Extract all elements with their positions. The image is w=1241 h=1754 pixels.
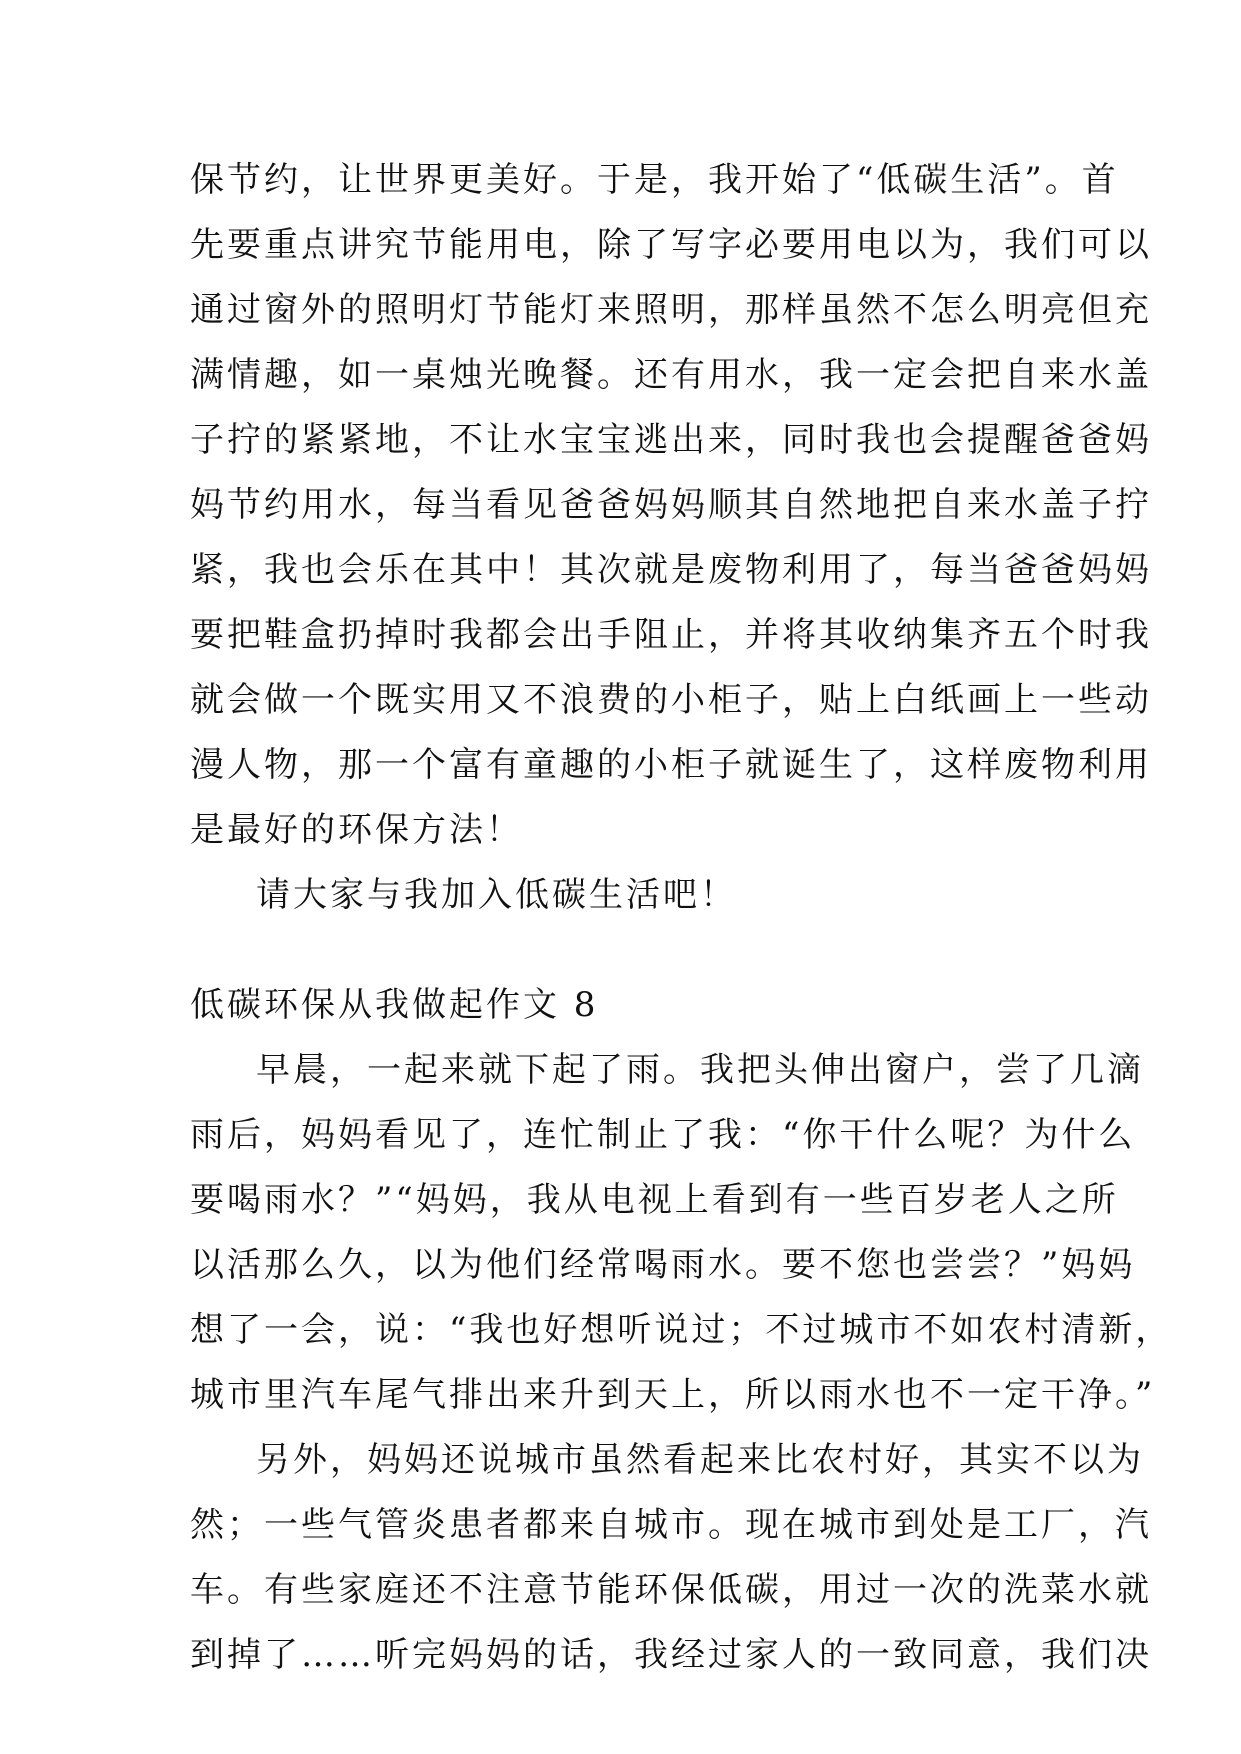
- body-text-line: 另外，妈妈还说城市虽然看起来比农村好，其实不以为: [256, 1440, 1144, 1480]
- body-text-line: 满情趣，如一桌烛光晚餐。还有用水，我一定会把自来水盖: [190, 355, 1152, 395]
- body-text-line: 雨后，妈妈看见了，连忙制止了我：“你干什么呢？为什么: [190, 1115, 1136, 1155]
- body-text-line: 漫人物，那一个富有童趣的小柜子就诞生了，这样废物利用: [190, 745, 1152, 785]
- body-text-line: 早晨，一起来就下起了雨。我把头伸出窗户，尝了几滴: [256, 1050, 1144, 1090]
- body-text-line: 要喝雨水？”“妈妈，我从电视上看到有一些百岁老人之所: [190, 1180, 1119, 1220]
- body-text-line: 然；一些气管炎患者都来自城市。现在城市到处是工厂，汽: [190, 1505, 1152, 1545]
- body-text-line: 紧，我也会乐在其中！其次就是废物利用了，每当爸爸妈妈: [190, 550, 1152, 590]
- body-text-line: 保节约，让世界更美好。于是，我开始了“低碳生活”。首: [190, 160, 1119, 200]
- body-text-line: 就会做一个既实用又不浪费的小柜子，贴上白纸画上一些动: [190, 680, 1152, 720]
- body-text-line: 妈节约用水，每当看见爸爸妈妈顺其自然地把自来水盖子拧: [190, 485, 1152, 525]
- body-text-line: 子拧的紧紧地，不让水宝宝逃出来，同时我也会提醒爸爸妈: [190, 420, 1152, 460]
- section-title: 低碳环保从我做起作文 8: [190, 985, 599, 1025]
- body-text-line: 以活那么久，以为他们经常喝雨水。要不您也尝尝？”妈妈: [190, 1245, 1136, 1285]
- body-text-line: 到掉了……听完妈妈的话，我经过家人的一致同意，我们决: [190, 1635, 1152, 1675]
- body-text-line: 是最好的环保方法！: [190, 810, 523, 850]
- body-text-line: 车。有些家庭还不注意节能环保低碳，用过一次的洗菜水就: [190, 1570, 1152, 1610]
- closing-line: 请大家与我加入低碳生活吧！: [256, 875, 737, 915]
- body-text-line: 想了一会，说：“我也好想听说过；不过城市不如农村清新，: [190, 1310, 1173, 1350]
- body-text-line: 要把鞋盒扔掉时我都会出手阻止，并将其收纳集齐五个时我: [190, 615, 1152, 655]
- body-text-line: 先要重点讲究节能用电，除了写字必要用电以为，我们可以: [190, 225, 1152, 265]
- body-text-line: 城市里汽车尾气排出来升到天上，所以雨水也不一定干净。”: [190, 1375, 1156, 1415]
- body-text-line: 通过窗外的照明灯节能灯来照明，那样虽然不怎么明亮但充: [190, 290, 1152, 330]
